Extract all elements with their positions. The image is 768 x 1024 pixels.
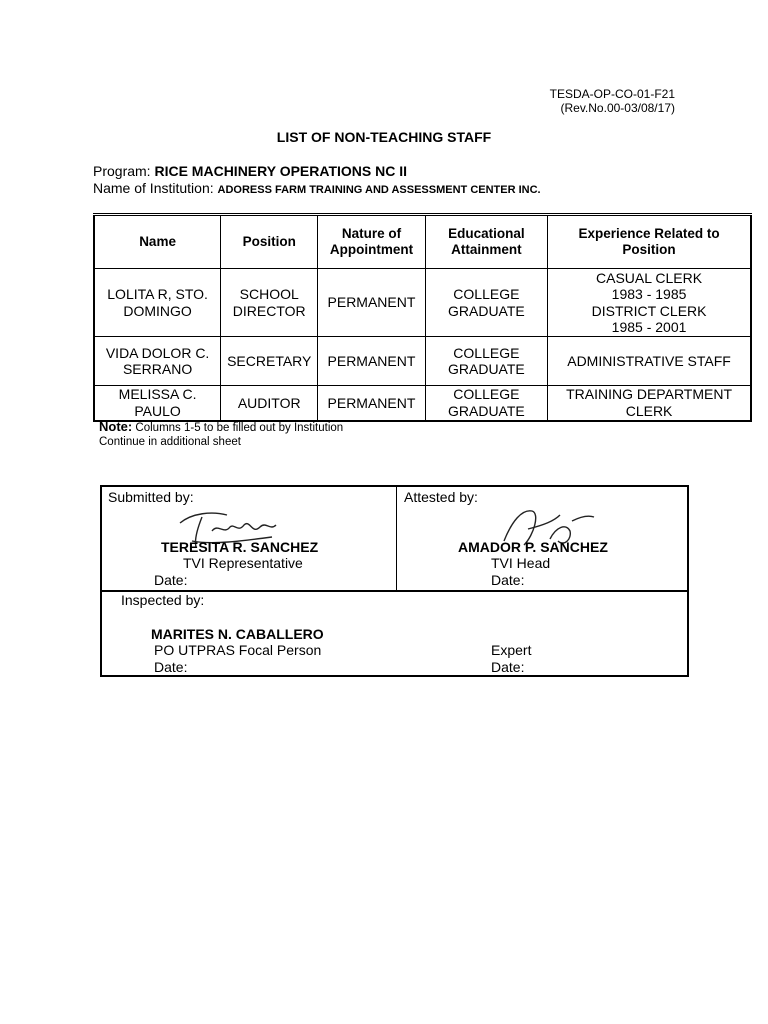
experience-line: DISTRICT CLERK bbox=[591, 302, 707, 319]
inspected-role: PO UTPRAS Focal Person bbox=[154, 642, 322, 658]
signature-divider-vertical bbox=[396, 487, 397, 590]
signature-box bbox=[100, 485, 689, 677]
cell-education: COLLEGE GRADUATE bbox=[425, 337, 547, 386]
cell-position: SECRETARY bbox=[221, 337, 318, 386]
cell-experience: ADMINISTRATIVE STAFF bbox=[548, 337, 751, 386]
cell-nature: PERMANENT bbox=[318, 386, 425, 421]
program-value: RICE MACHINERY OPERATIONS NC II bbox=[154, 163, 408, 179]
inspected-name: MARITES N. CABALLERO bbox=[151, 626, 324, 642]
table-row bbox=[94, 386, 751, 421]
expert-date: Date: bbox=[491, 659, 525, 675]
note-line-2: Continue in additional sheet bbox=[99, 436, 241, 448]
cell-name: LOLITA R, STO. DOMINGO bbox=[94, 269, 221, 337]
cell-name: VIDA DOLOR C. SERRANO bbox=[94, 337, 221, 386]
institution-value: ADORESS FARM TRAINING AND ASSESSMENT CENTER INC. bbox=[217, 184, 541, 196]
note-block bbox=[99, 420, 343, 449]
note-line-1: Columns 1-5 to be filled out by Institution bbox=[135, 422, 344, 434]
form-code: TESDA-OP-CO-01-F21 bbox=[549, 87, 675, 101]
header-name: Name bbox=[94, 215, 221, 269]
submitted-name: TERESITA R. SANCHEZ bbox=[161, 539, 319, 555]
attested-date: Date: bbox=[491, 572, 525, 588]
note-label: Note: bbox=[99, 419, 133, 434]
table-row bbox=[94, 337, 751, 386]
institution-line bbox=[93, 180, 541, 196]
table-header-row bbox=[94, 215, 751, 269]
cell-education: COLLEGE GRADUATE bbox=[425, 269, 547, 337]
experience-line: 1983 - 1985 bbox=[611, 286, 687, 302]
cell-nature: PERMANENT bbox=[318, 337, 425, 386]
submitted-date: Date: bbox=[154, 572, 188, 588]
expert-role: Expert bbox=[491, 642, 532, 658]
cell-experience bbox=[548, 269, 751, 337]
cell-position: AUDITOR bbox=[221, 386, 318, 421]
inspected-label: Inspected by: bbox=[121, 592, 205, 608]
cell-nature: PERMANENT bbox=[318, 269, 425, 337]
program-label: Program: bbox=[93, 163, 151, 179]
header-education: Educational Attainment bbox=[425, 215, 547, 269]
submitted-label: Submitted by: bbox=[108, 489, 194, 505]
header-experience: Experience Related to Position bbox=[548, 215, 751, 269]
institution-label: Name of Institution: bbox=[93, 180, 214, 196]
attested-name: AMADOR P. SANCHEZ bbox=[458, 539, 608, 555]
experience-line: 1985 - 2001 bbox=[611, 319, 687, 335]
inspected-date: Date: bbox=[154, 659, 188, 675]
table-row bbox=[94, 269, 751, 337]
cell-name: MELISSA C. PAULO bbox=[94, 386, 221, 421]
program-line bbox=[93, 163, 407, 179]
cell-position: SCHOOL DIRECTOR bbox=[221, 269, 318, 337]
experience-line: CASUAL CLERK bbox=[596, 269, 703, 286]
header-nature: Nature of Appointment bbox=[318, 215, 425, 269]
form-revision: (Rev.No.00-03/08/17) bbox=[560, 101, 675, 115]
staff-table bbox=[93, 213, 752, 422]
page-title: LIST OF NON-TEACHING STAFF bbox=[276, 129, 492, 145]
header-position: Position bbox=[221, 215, 318, 269]
attested-role: TVI Head bbox=[491, 555, 551, 571]
form-code-block bbox=[550, 87, 675, 115]
cell-education: COLLEGE GRADUATE bbox=[425, 386, 547, 421]
attested-label: Attested by: bbox=[404, 489, 478, 505]
submitted-role: TVI Representative bbox=[183, 555, 303, 571]
cell-experience: TRAINING DEPARTMENT CLERK bbox=[548, 386, 751, 421]
